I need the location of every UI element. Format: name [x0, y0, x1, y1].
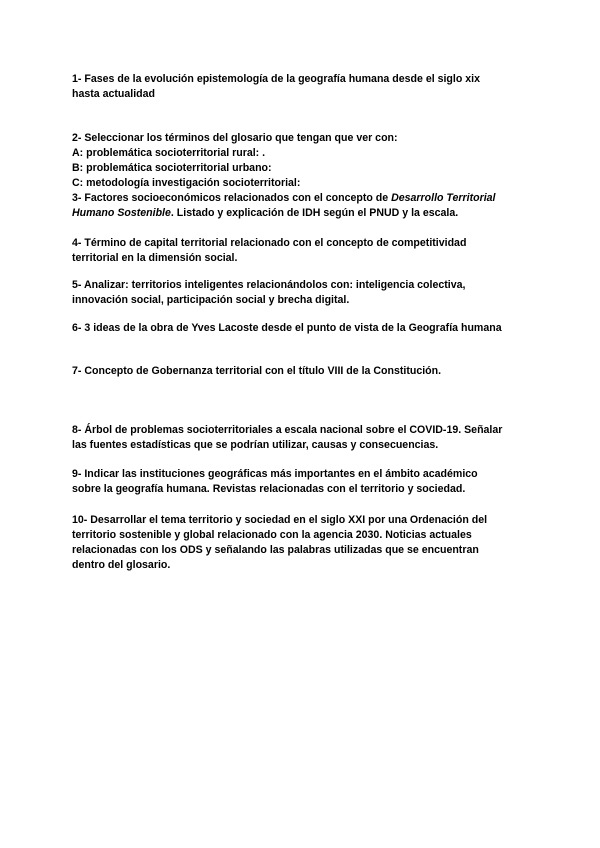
question-8-line-2: las fuentes estadísticas que se podrían utilizar, causas y consecuencias. [72, 439, 439, 451]
question-6 [72, 321, 542, 336]
question-7-line-1: 7- Concepto de Gobernanza territorial con el título VIII de la Constitución. [72, 365, 442, 377]
question-4-line-1: 4- Término de capital territorial relacionado con el concepto de competitividad [72, 237, 467, 249]
question-3-text-post: . Listado y explicación de IDH según el PNUD y la escala. [170, 207, 459, 219]
question-10-line-4: dentro del glosario. [72, 559, 171, 571]
question-5 [72, 278, 542, 308]
question-1-line-1: 1- Fases de la evolución epistemología de la geografía humana desde el siglo xix [72, 73, 480, 85]
question-2-intro: 2- Seleccionar los términos del glosario que tengan que ver con: [72, 132, 398, 144]
question-3-text-pre: 3- Factores socioeconómicos relacionados con el concepto de [72, 192, 392, 204]
question-7 [72, 364, 542, 379]
question-2-option-a: A: problemática socioterritorial rural: . [72, 147, 266, 159]
question-6-line-1: 6- 3 ideas de la obra de Yves Lacoste desde el punto de vista de la Geografía humana [72, 322, 502, 334]
question-9-line-1: 9- Indicar las instituciones geográficas más importantes en el ámbito académico [72, 468, 478, 480]
question-9-line-2: sobre la geografía humana. Revistas relacionadas con el territorio y sociedad. [72, 483, 466, 495]
question-5-line-2: innovación social, participación social y brecha digital. [72, 294, 350, 306]
question-10-line-2: territorio sostenible y global relacionado con la agencia 2030. Noticias actuales [72, 529, 472, 541]
question-1 [72, 72, 542, 102]
question-5-line-1: 5- Analizar: territorios inteligentes relacionándolos con: inteligencia colectiva, [72, 279, 466, 291]
question-3-line-1 [72, 191, 542, 206]
question-9 [72, 467, 542, 497]
question-8-line-1: 8- Árbol de problemas socioterritoriales a escala nacional sobre el COVID-19. Señalar [72, 424, 503, 436]
question-1-line-2: hasta actualidad [72, 88, 156, 100]
question-4-line-2: territorial en la dimensión social. [72, 252, 238, 264]
question-10-line-3: relacionadas con los ODS y señalando las palabras utilizadas que se encuentran [72, 544, 479, 556]
question-10 [72, 513, 542, 573]
question-8 [72, 423, 542, 453]
question-2-option-c: C: metodología investigación socioterritorial: [72, 177, 301, 189]
question-2 [72, 131, 542, 191]
question-3-concept-title-cont: Humano Sostenible [72, 207, 171, 219]
question-3-line-2 [72, 206, 542, 221]
question-2-option-b: B: problemática socioterritorial urbano: [72, 162, 272, 174]
question-3 [72, 191, 542, 221]
question-10-line-1: 10- Desarrollar el tema territorio y sociedad en el siglo XXI por una Ordenación del [72, 514, 488, 526]
question-3-concept-title: Desarrollo Territorial [391, 192, 496, 204]
question-4 [72, 236, 542, 266]
